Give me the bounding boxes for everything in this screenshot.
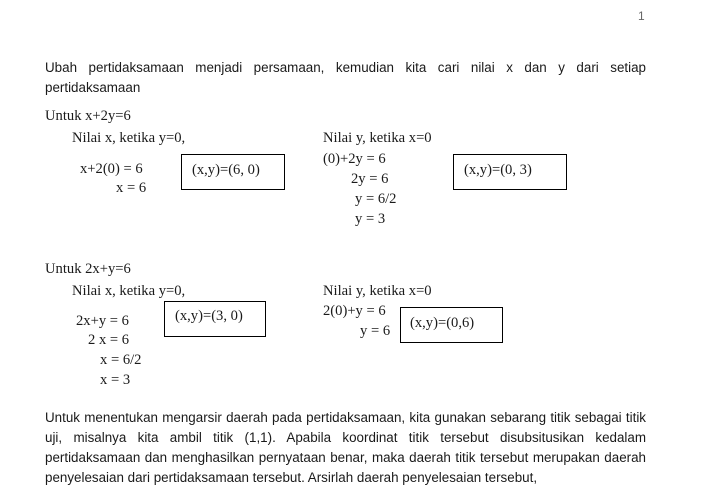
section-1-x-result: (x,y)=(6, 0) <box>192 162 260 178</box>
section-1-x-step-1: x+2(0) = 6 <box>80 161 143 177</box>
section-1-y-step-4: y = 3 <box>355 211 386 227</box>
section-1-y-label: Nilai y, ketika x=0 <box>323 130 432 146</box>
section-2-x-step-4: x = 3 <box>100 372 131 388</box>
section-1-y-step-1: (0)+2y = 6 <box>323 151 386 167</box>
section-2-x-step-2: 2 x = 6 <box>88 332 130 348</box>
section-1-x-step-2: x = 6 <box>116 180 147 196</box>
section-1-y-step-3: y = 6/2 <box>355 191 397 207</box>
section-2-x-step-3: x = 6/2 <box>100 352 142 368</box>
section-1-x-label: Nilai x, ketika y=0, <box>72 130 186 146</box>
section-1-y-step-2: 2y = 6 <box>351 171 389 187</box>
section-1-y-result-box <box>453 154 567 190</box>
section-1-heading: Untuk x+2y=6 <box>45 108 131 124</box>
section-2-x-step-1: 2x+y = 6 <box>76 313 129 329</box>
section-2-heading: Untuk 2x+y=6 <box>45 261 131 277</box>
section-1-x-result-box <box>181 154 285 190</box>
intro-paragraph: Ubah pertidaksamaan menjadi persamaan, kemudian kita cari nilai x dan y dari setiap pertidaksamaan <box>45 60 646 95</box>
page-number: 1 <box>638 9 645 23</box>
section-2-x-result-box <box>164 301 266 337</box>
section-2-y-label: Nilai y, ketika x=0 <box>323 283 432 299</box>
section-2-y-step-1: 2(0)+y = 6 <box>323 303 386 319</box>
section-2-x-result: (x,y)=(3, 0) <box>175 308 243 324</box>
section-2-y-step-2: y = 6 <box>360 323 391 339</box>
section-2-y-result: (x,y)=(0,6) <box>410 315 475 331</box>
section-2-x-label: Nilai x, ketika y=0, <box>72 283 186 299</box>
closing-paragraph: Untuk menentukan mengarsir daerah pada pertidaksamaan, kita gunakan sebarang titik sebagai titik uji, misalnya kita ambil titik (1,1). Apabila koordinat titik tersebut disubsitusikan kedalam pertidaksamaan dan menghasilkan pernyataan benar, maka daerah titik tersebut merupakan daerah penyelesaian dari pertidaksamaan tersebut. Arsirlah daerah penyelesaian tersebut, <box>45 410 646 485</box>
section-1-y-result: (x,y)=(0, 3) <box>464 162 532 178</box>
section-2-y-result-box <box>400 307 503 343</box>
